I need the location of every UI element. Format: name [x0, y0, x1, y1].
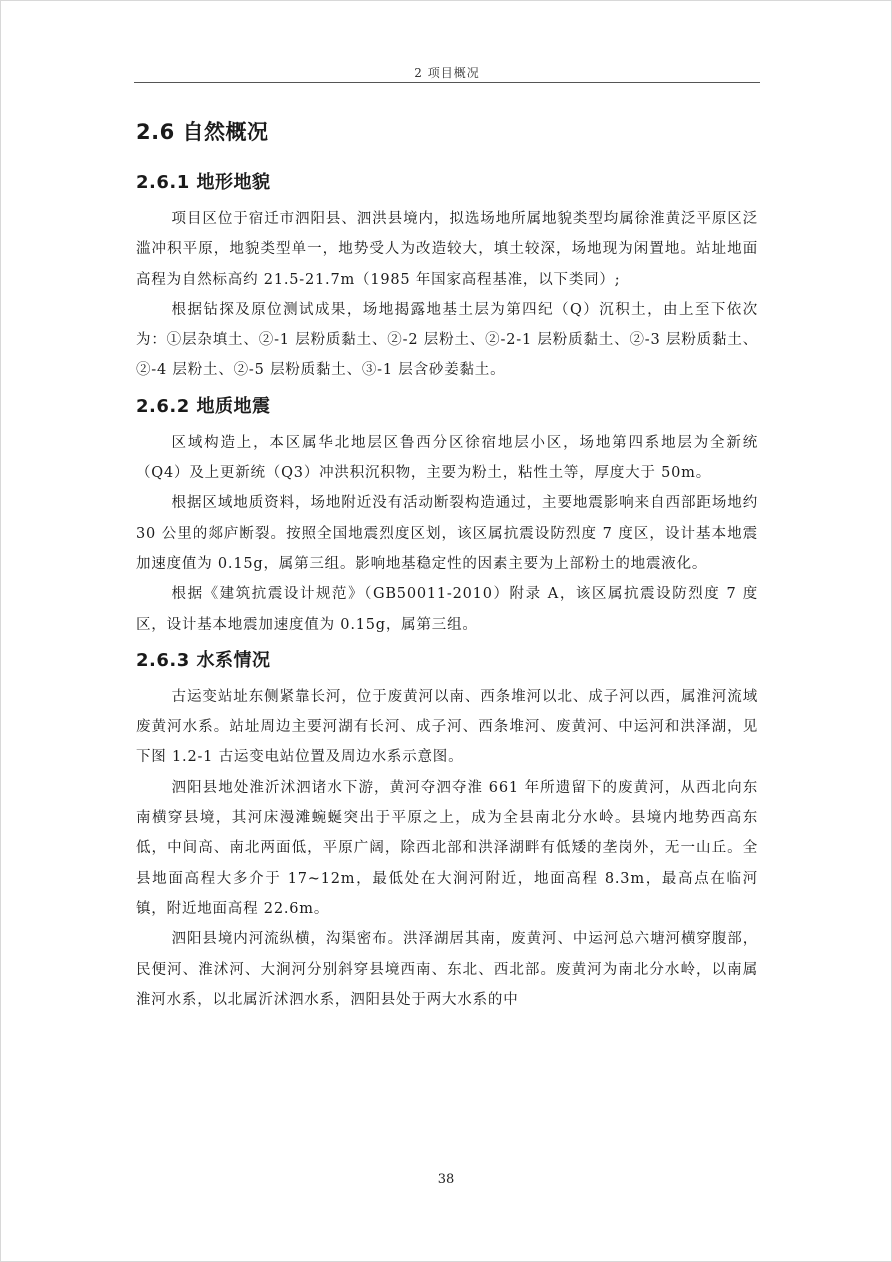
- paragraph: 古运变站址东侧紧靠长河，位于废黄河以南、西条堆河以北、成子河以西，属淮河流域废黄河水系。站址周边主要河湖有长河、成子河、西条堆河、废黄河、中运河和洪泽湖，见下图 1.2-1 古运变电站位置及周边水系示意图。: [136, 688, 758, 766]
- header-rule: [134, 82, 760, 83]
- paragraph: 根据钻探及原位测试成果，场地揭露地基土层为第四纪（Q）沉积土，由上至下依次为：①层杂填土、②-1 层粉质黏土、②-2 层粉土、②-2-1 层粉质黏土、②-3 层粉质黏土、②-4 层粉土、②-5 层粉质黏土、③-1 层含砂姜黏土。: [136, 301, 758, 379]
- subsection-title: 2.6.2 地质地震: [136, 395, 271, 417]
- paragraph: 根据《建筑抗震设计规范》（GB50011-2010）附录 A，该区属抗震设防烈度 7 度区，设计基本地震加速度值为 0.15g，属第三组。: [136, 586, 758, 633]
- subsection-hydrology: [136, 646, 758, 1015]
- document-body: [136, 114, 758, 1015]
- subsection-title: 2.6.3 水系情况: [136, 649, 271, 671]
- paragraph: 项目区位于宿迁市泗阳县、泗洪县境内，拟选场地所属地貌类型均属徐淮黄泛平原区泛滥冲积平原，地貌类型单一，地势受人为改造较大，填土较深，场地现为闲置地。站址地面高程为自然标高约 21.5-21.7m（1985 年国家高程基准，以下类同）;: [136, 211, 758, 288]
- paragraph: 根据区域地质资料，场地附近没有活动断裂构造通过，主要地震影响来自西部距场地约 30 公里的郯庐断裂。按照全国地震烈度区划，该区属抗震设防烈度 7 度区，设计基本地震加速度值为 0.15g，属第三组。影响地基稳定性的因素主要为上部粉土的地震液化。: [136, 495, 758, 572]
- subsection-geology: [136, 392, 758, 640]
- running-header: 2 项目概况: [414, 66, 480, 80]
- paragraph: 泗阳县境内河流纵横，沟渠密布。洪泽湖居其南，废黄河、中运河总六塘河横穿腹部，民便河、淮沭河、大涧河分别斜穿县境西南、东北、西北部。废黄河为南北分水岭，以南属淮河水系，以北属沂沭泗水系，泗阳县处于两大水系的中: [136, 931, 758, 1008]
- page-number: 38: [437, 1172, 455, 1187]
- paragraph: 泗阳县地处淮沂沭泗诸水下游，黄河夺泗夺淮 661 年所遗留下的废黄河，从西北向东南横穿县境，其河床漫滩蜿蜒突出于平原之上，成为全县南北分水岭。县境内地势西高东低，中间高、南北两面低，平原广阔，除西北部和洪泽湖畔有低矮的垄岗外，无一山丘。全县地面高程大多介于 17~12m，最低处在大涧河附近，地面高程 8.3m，最高点在临河镇，附近地面高程 22.6m。: [136, 779, 758, 917]
- subsection-title: 2.6.1 地形地貌: [136, 172, 271, 193]
- section-title: 2.6 自然概况: [136, 120, 269, 144]
- paragraph: 区域构造上，本区属华北地层区鲁西分区徐宿地层小区，场地第四系地层为全新统（Q4）及上更新统（Q3）冲洪积沉积物，主要为粉土，粘性土等，厚度大于 50m。: [136, 434, 758, 482]
- subsection-terrain: [136, 168, 758, 386]
